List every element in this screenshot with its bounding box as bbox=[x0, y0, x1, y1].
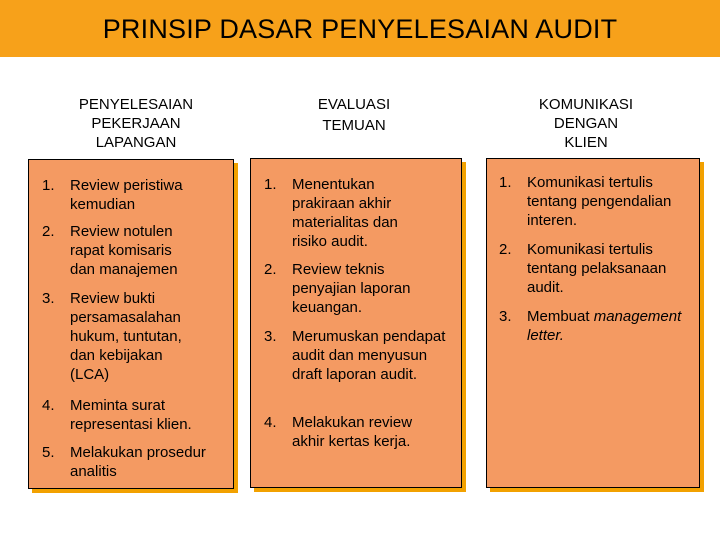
item-number: 1. bbox=[42, 177, 55, 194]
item-text: Merumuskan pendapat audit dan menyusun draft laporan audit. bbox=[292, 328, 446, 383]
item-text: Review peristiwa kemudian bbox=[70, 177, 183, 213]
column-header-line: DENGAN bbox=[553, 115, 619, 132]
item-number: 4. bbox=[264, 414, 277, 431]
item-number: 2. bbox=[499, 241, 512, 258]
item-number: 3. bbox=[264, 328, 277, 345]
column-header-line: TEMUAN bbox=[322, 117, 386, 134]
item-text: Menentukan prakiraan akhir materialitas dan risiko audit. bbox=[292, 176, 398, 250]
item-text: Membuat management letter. bbox=[527, 308, 682, 344]
item-number: 3. bbox=[499, 308, 512, 325]
column-header-evaluasi bbox=[264, 95, 444, 135]
column-box-evaluasi bbox=[250, 158, 462, 488]
list-item bbox=[264, 327, 454, 384]
list-item bbox=[42, 176, 222, 214]
list-item bbox=[499, 307, 695, 345]
column-box-penyelesaian bbox=[28, 159, 234, 489]
item-text: Melakukan review akhir kertas kerja. bbox=[292, 414, 413, 450]
item-number: 3. bbox=[42, 290, 55, 307]
page-title: PRINSIP DASAR PENYELESAIAN AUDIT bbox=[102, 14, 618, 44]
list-item bbox=[499, 240, 695, 297]
column-header-line: PEKERJAAN bbox=[91, 115, 181, 132]
list-item bbox=[42, 289, 222, 384]
column-header-komunikasi bbox=[496, 95, 676, 152]
item-text: Komunikasi tertulis tentang pelaksanaan audit. bbox=[527, 241, 667, 296]
item-text: Melakukan prosedur analitis bbox=[70, 444, 206, 480]
column-header-line: EVALUASI bbox=[317, 96, 391, 113]
item-text: Komunikasi tertulis tentang pengendalian interen. bbox=[527, 174, 672, 229]
list-item bbox=[264, 175, 454, 251]
item-text: Review teknis penyajian laporan keuangan. bbox=[292, 261, 411, 316]
item-number: 1. bbox=[499, 174, 512, 191]
list-item bbox=[264, 260, 454, 317]
list-item bbox=[42, 396, 222, 434]
column-header-penyelesaian bbox=[46, 95, 226, 152]
item-text: Review notulen rapat komisaris dan manajemen bbox=[70, 223, 178, 278]
list-item bbox=[499, 173, 695, 230]
list-item bbox=[42, 222, 222, 279]
item-number: 2. bbox=[42, 223, 55, 240]
item-number: 2. bbox=[264, 261, 277, 278]
item-number: 5. bbox=[42, 444, 55, 461]
item-number: 4. bbox=[42, 397, 55, 414]
column-header-line: KOMUNIKASI bbox=[538, 96, 634, 113]
column-box-komunikasi bbox=[486, 158, 700, 488]
list-item bbox=[264, 413, 454, 451]
item-text: Review bukti persamasalahan hukum, tuntutan, dan kebijakan (LCA) bbox=[70, 290, 182, 383]
column-header-line: KLIEN bbox=[564, 134, 608, 151]
column-header-line: LAPANGAN bbox=[95, 134, 177, 151]
item-number: 1. bbox=[264, 176, 277, 193]
list-item bbox=[42, 443, 222, 481]
column-header-line: PENYELESAIAN bbox=[78, 96, 194, 113]
emphasis-text: management letter. bbox=[527, 308, 682, 344]
item-text: Meminta surat representasi klien. bbox=[70, 397, 192, 433]
